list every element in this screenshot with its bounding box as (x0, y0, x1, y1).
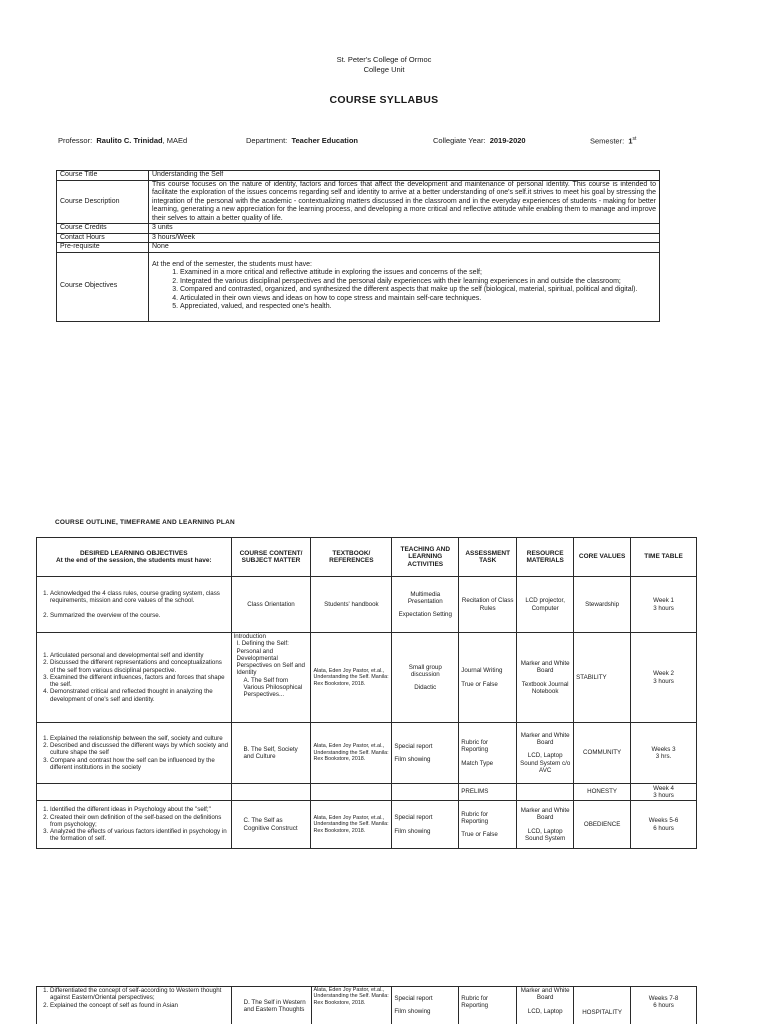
assessment-cell (459, 987, 517, 1024)
time-hours: 3 hours (653, 792, 674, 799)
course-description-label: Course Description (57, 180, 149, 224)
activity-item: Multimedia Presentation (407, 590, 443, 605)
activity-item: Special report (394, 742, 433, 750)
unit-name: College Unit (363, 65, 405, 74)
contact-hours-label: Contact Hours (57, 233, 149, 243)
time-hours: 3 hours (653, 604, 674, 612)
prerequisite-value: None (149, 243, 660, 253)
objectives-cell (37, 577, 232, 633)
objectives-cell (37, 723, 232, 784)
references-header: TEXTBOOK/ REFERENCES (311, 538, 392, 577)
course-objectives-intro: At the end of the semester, the students must have: (152, 260, 312, 268)
objectives-list (39, 735, 229, 771)
resource-item: Textbook Journal Notebook (521, 680, 569, 695)
resources-cell (517, 784, 574, 801)
content-cell (231, 784, 311, 801)
assessment-item: Journal Writing (461, 667, 503, 675)
year-value: 2019-2020 (489, 136, 526, 145)
course-description-row (57, 180, 660, 224)
time-cell (631, 801, 697, 849)
objectives-list (39, 590, 229, 620)
list-item: 2. Described and discussed the different ways by which society and culture shape the self (50, 742, 229, 757)
department-label: Department: (246, 136, 288, 145)
resources-cell: LCD projector, Computer (517, 577, 574, 633)
values-cell: Stewardship (574, 577, 631, 633)
table-row (37, 784, 697, 801)
assessment-cell: Recitation of Class Rules (459, 577, 517, 633)
course-title-value: Understanding the Self (149, 171, 660, 181)
activities-header: TEACHING AND LEARNING ACTIVITIES (392, 538, 459, 577)
list-item: 2. Discussed the different representations and conceptualizations of the self from various disciplinal perspective. (50, 659, 229, 674)
course-credits-label: Course Credits (57, 224, 149, 234)
resource-item: Marker and White Board (520, 806, 570, 822)
resource-item: Marker and White Board (520, 659, 570, 675)
resource-item: LCD, Laptop Sound System (525, 827, 566, 842)
assessment-item: Match Type (461, 759, 494, 767)
meta-row (58, 136, 718, 148)
activities-cell (392, 723, 459, 784)
course-objective-item: 5. Appreciated, valued, and respected one's health. (180, 303, 656, 312)
document-header (0, 55, 768, 75)
time-hours: 6 hours (653, 1002, 674, 1010)
references-cell: Alata, Eden Joy Pastor, et.al., Understanding the Self. Manila: Rex Bookstore, 2018. (311, 987, 392, 1024)
professor-name: Raulito C. Trinidad (96, 136, 163, 145)
professor-suffix: , MAEd (162, 136, 188, 145)
time-week: Week 1 (653, 597, 674, 605)
document-title: COURSE SYLLABUS (329, 94, 439, 106)
content-cell: Class Orientation (231, 577, 311, 633)
activities-cell (392, 633, 459, 723)
learning-plan-table (36, 537, 697, 849)
table-row (37, 801, 697, 849)
assessment-item: True or False (461, 680, 498, 688)
list-item: 4. Demonstrated critical and reflected thought in analyzing the development of one's self and identity. (50, 688, 229, 703)
course-title-label: Course Title (57, 171, 149, 181)
objectives-list (39, 987, 229, 1009)
list-item: 3. Analyzed the effects of various factors identified in psychology in the formation of self. (50, 828, 229, 843)
course-objective-item: 4. Articulated in their own views and ideas on how to cope stress and maintain self-care techniques. (180, 295, 656, 304)
activity-item: Film showing (394, 756, 431, 763)
resource-item: LCD, Laptop Sound System c/o AVC (520, 752, 571, 774)
values-cell: COMMUNITY (574, 723, 631, 784)
professor-label: Professor: (58, 136, 93, 145)
time-week: Weeks 7-8 (648, 995, 679, 1002)
course-info-table (56, 170, 660, 322)
contact-hours-value: 3 hours/Week (149, 233, 660, 243)
department-value: Teacher Education (291, 136, 358, 145)
course-objectives-row (57, 252, 660, 321)
resources-header: RESOURCE MATERIALS (517, 538, 574, 577)
assessment-cell (459, 801, 517, 849)
values-cell: HONESTY (574, 784, 631, 801)
course-objective-item: 3. Compared and contrasted, organized, and synthesized the different aspects that make up the self (biological, material, spiritual, political and digital). (180, 286, 656, 295)
resources-cell (517, 723, 574, 784)
activities-cell (392, 987, 459, 1024)
table-row (37, 723, 697, 784)
course-objectives-label: Course Objectives (57, 252, 149, 321)
list-item: 1. Acknowledged the 4 class rules, course grading system, class requirements, mission and core values of the school. (50, 590, 229, 605)
table-row (37, 987, 697, 1024)
content-item: I. Defining the Self: Personal and Developmental Perspectives on Self and Identity (236, 640, 305, 677)
time-cell (631, 633, 697, 723)
activity-item: Didactic (414, 684, 437, 692)
content-header: COURSE CONTENT/ SUBJECT MATTER (231, 538, 311, 577)
course-objective-item: 2. Integrated the various disciplinal perspectives and the personal daily experiences with their learning experiences in and outside the classroom; (180, 278, 656, 287)
values-cell: OBEDIENCE (574, 801, 631, 849)
semester-sup: st (632, 136, 637, 142)
assessment-header: ASSESSMENT TASK (459, 538, 517, 577)
list-item: 1. Differentiated the concept of self-according to Western thought against Eastern/Oriental perspectives; (50, 987, 229, 1002)
semester-value: 1 (628, 136, 633, 146)
activity-item: Special report (394, 995, 433, 1002)
assessment-item: Rubric for Reporting (461, 810, 489, 825)
list-item: 3. Compare and contrast how the self can be influenced by the different institutions in the society (50, 757, 229, 772)
activities-cell (392, 784, 459, 801)
time-cell (631, 577, 697, 633)
institution-name: St. Peter's College of Ormoc (336, 55, 432, 64)
course-objectives-list (152, 269, 656, 312)
list-item: 1. Identified the different ideas in Psychology about the "self;" (50, 806, 229, 813)
assessment-item: Rubric for Reporting (461, 995, 489, 1010)
time-cell (631, 723, 697, 784)
content-cell: D. The Self in Western and Eastern Thoughts (231, 987, 311, 1024)
assessment-item: Rubric for Reporting (461, 739, 489, 754)
professor-field (58, 136, 187, 145)
resources-cell (517, 987, 574, 1024)
references-cell (311, 784, 392, 801)
time-hours: 3 hours (653, 677, 674, 685)
learning-plan-table-continued (36, 986, 697, 1024)
list-item: 1. Articulated personal and developmental self and identity (50, 652, 229, 659)
course-credits-value: 3 units (149, 224, 660, 234)
table-row (37, 633, 697, 723)
objectives-cell (37, 633, 232, 723)
values-cell: HOSPITALITY (574, 987, 631, 1024)
assessment-cell (459, 723, 517, 784)
time-header: TIME TABLE (631, 538, 697, 577)
resource-item: Marker and White Board (520, 731, 570, 747)
list-item: 2. Created their own definition of the self-based on the definitions from psychology; (50, 814, 229, 829)
content-subitem: A. The Self from Various Philosophical Perspectives... (243, 676, 303, 699)
course-title-row (57, 171, 660, 181)
semester-label: Semester: (590, 136, 625, 146)
resources-cell (517, 801, 574, 849)
list-item: 2. Summarized the overview of the course. (50, 612, 229, 619)
activity-item: Special report (394, 814, 433, 822)
time-cell (631, 987, 697, 1024)
objectives-list (39, 806, 229, 842)
content-intro: Introduction (233, 633, 266, 640)
section-title: COURSE OUTLINE, TIMEFRAME AND LEARNING PLAN (55, 519, 235, 526)
year-field (433, 136, 526, 145)
contact-hours-row (57, 233, 660, 243)
table-row (37, 577, 697, 633)
activity-item: Film showing (394, 827, 431, 835)
semester-field (590, 136, 636, 146)
objectives-cell (37, 987, 232, 1024)
objectives-header (37, 538, 232, 577)
year-label: Collegiate Year: (433, 136, 486, 145)
content-cell: B. The Self, Society and Culture (231, 723, 311, 784)
resource-item: Marker and White Board (520, 987, 570, 1002)
course-credits-row (57, 224, 660, 234)
prerequisite-label: Pre-requisite (57, 243, 149, 253)
course-description-value: This course focuses on the nature of identity, factors and forces that affect the development and maintenance of personal identity. This course is intended to facilitate the exploration of the issues concerns regarding self and identity to arrive at a better understanding of one's self.it strives to meet his goal by stressing the integration of the personal with the academic - contextualizing matters discussed in the classroom and in the everyday experiences of students - making for better learning, generating a new appreciation for the learning process, and developing a more critical and reflective attitude while enabling them to manage and improve their selves to attain a better quality of life. (149, 180, 660, 224)
assessment-item: True or False (461, 831, 498, 839)
objectives-list (39, 652, 229, 703)
references-cell: Alata, Eden Joy Pastor, et.al., Understanding the Self. Manila: Rex Bookstore, 2018. (311, 633, 392, 723)
time-hours: 3 hrs. (655, 753, 672, 760)
values-header: CORE VALUES (574, 538, 631, 577)
list-item: 2. Explained the concept of self as found in Asian (50, 1002, 229, 1009)
list-item: 3. Examined the different influences, factors and forces that shape the self. (50, 674, 229, 689)
content-cell: C. The Self as Cognitive Construct (231, 801, 311, 849)
objectives-cell (37, 801, 232, 849)
time-week: Week 2 (653, 670, 674, 678)
activity-item: Expectation Setting (398, 611, 452, 619)
time-week: Weeks 5-6 (648, 817, 679, 825)
department-field (246, 136, 358, 145)
resources-cell (517, 633, 574, 723)
activities-cell (392, 577, 459, 633)
time-week: Weeks 3 (651, 745, 676, 753)
content-cell (231, 633, 311, 723)
objectives-cell (37, 784, 232, 801)
course-objective-item: 1. Examined in a more critical and reflective attitude in exploring the issues and concerns of the self; (180, 269, 656, 278)
references-cell: Alata, Eden Joy Pastor, et.al., Understanding the Self. Manila: Rex Bookstore, 2018. (311, 723, 392, 784)
time-hours: 6 hours (653, 824, 674, 832)
assessment-cell (459, 633, 517, 723)
time-week: Week 4 (653, 784, 674, 792)
values-cell: STABILITY (574, 633, 631, 723)
references-cell: Students' handbook (311, 577, 392, 633)
activity-item: Small group discussion (408, 663, 442, 678)
objectives-header-sub: At the end of the session, the students must have: (55, 557, 212, 564)
time-cell (631, 784, 697, 801)
activity-item: Film showing (394, 1008, 431, 1016)
objectives-header-title: DESIRED LEARNING OBJECTIVES (79, 549, 188, 557)
references-cell: Alata, Eden Joy Pastor, et.al., Understanding the Self. Manila: Rex Bookstore, 2018. (311, 801, 392, 849)
plan-header-row (37, 538, 697, 577)
resource-item: LCD, Laptop (527, 1007, 563, 1015)
activities-cell (392, 801, 459, 849)
course-objectives-cell (149, 252, 660, 321)
assessment-cell: PRELIMS (459, 784, 517, 801)
prerequisite-row (57, 243, 660, 253)
list-item: 1. Explained the relationship between the self, society and culture (50, 735, 229, 742)
